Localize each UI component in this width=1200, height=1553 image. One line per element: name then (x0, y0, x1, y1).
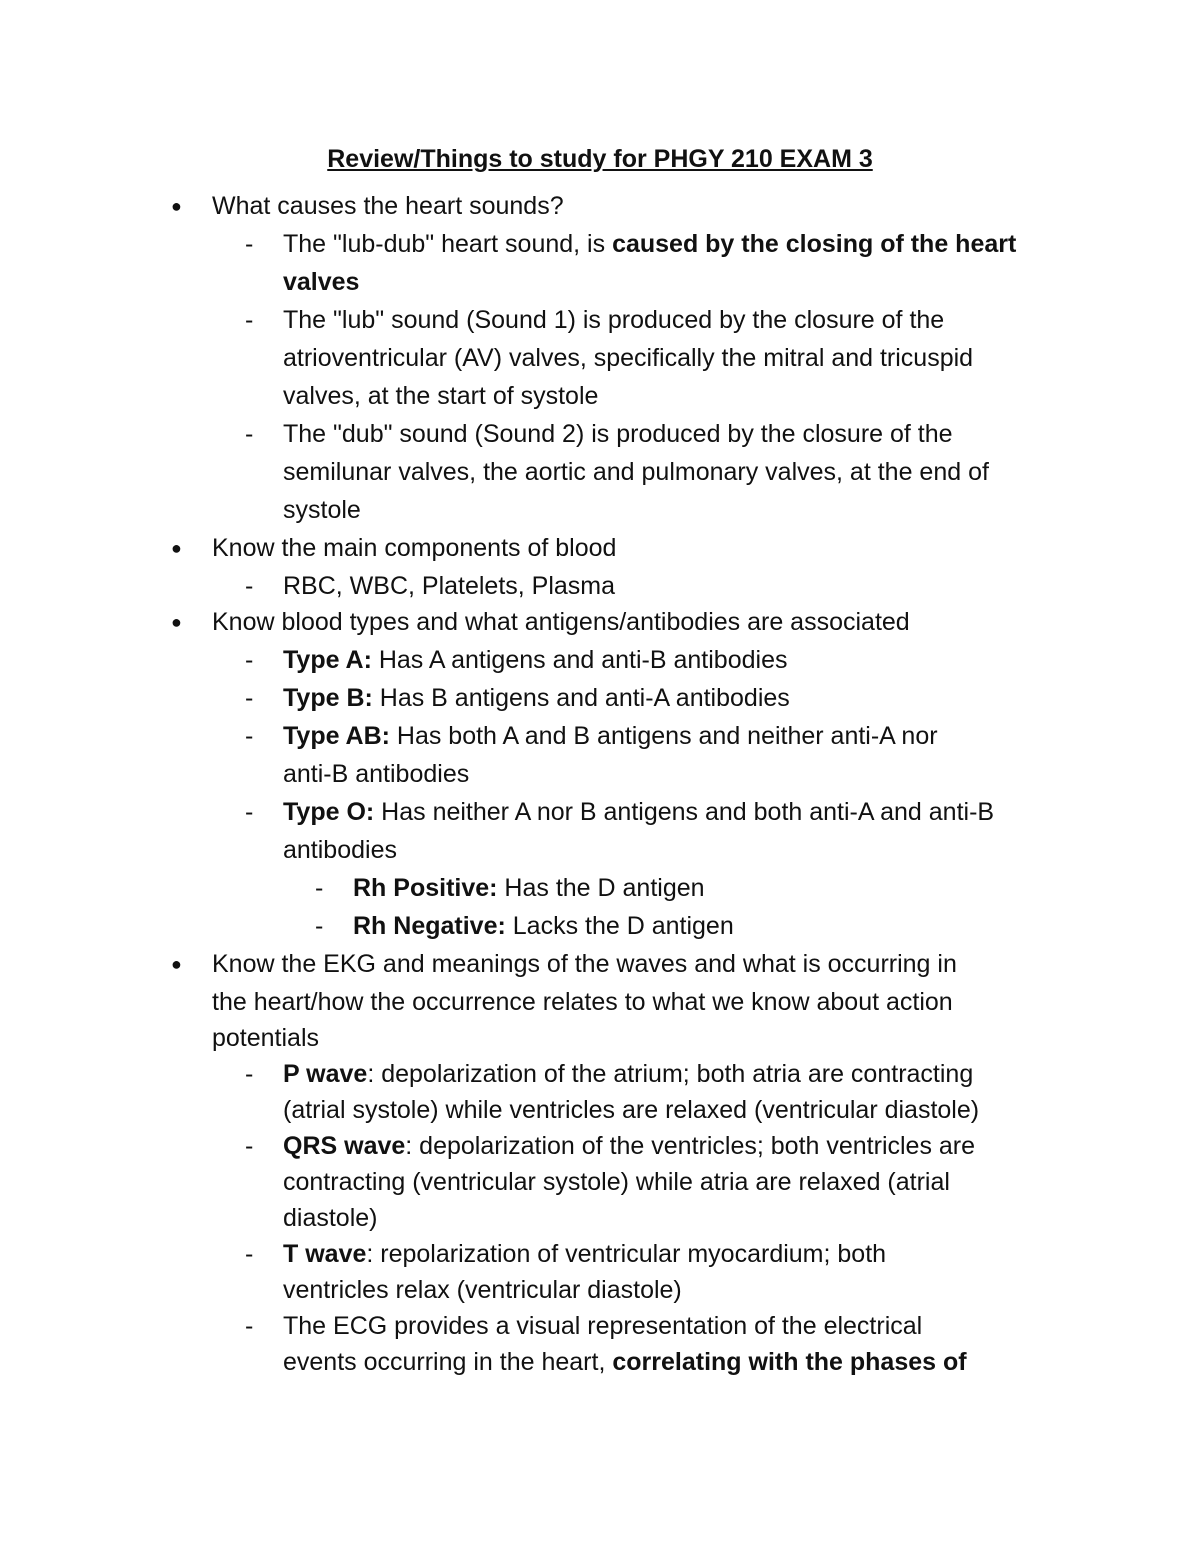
sub-item-bold-text: valves (283, 268, 360, 296)
sub-item-text: The "lub-dub" heart sound, is (283, 230, 613, 258)
sub-item-type-a (0, 641, 1200, 679)
sub-item-continuation: diastole) (283, 1204, 378, 1232)
sub-item-type-ab (0, 717, 1200, 755)
wave-label: T wave (283, 1240, 367, 1268)
dash-marker: - (245, 1132, 254, 1160)
dash-marker: - (245, 1240, 254, 1268)
dash-marker: - (245, 306, 254, 334)
rh-label: Rh Negative: (353, 912, 506, 940)
dash-marker: - (245, 230, 254, 258)
sub-item (0, 415, 1200, 453)
sub-item-text: The "lub" sound (Sound 1) is produced by the closure of the (283, 306, 945, 334)
dash-marker: - (245, 420, 254, 448)
dash-marker: - (245, 572, 254, 600)
sub-item-continuation: systole (283, 496, 361, 524)
sub-item-continuation: atrioventricular (AV) valves, specifically the mitral and tricuspid (283, 344, 974, 372)
bullet-heart-sounds (0, 187, 1200, 225)
sub-item-continuation: contracting (ventricular systole) while atria are relaxed (atrial (283, 1168, 950, 1196)
bullet-text: Know the EKG and meanings of the waves and what is occurring in (212, 950, 957, 978)
dash-marker: - (245, 1060, 254, 1088)
rh-text: Lacks the D antigen (505, 912, 734, 940)
bullet-marker: ● (171, 612, 182, 632)
bullet-ekg (0, 945, 1200, 983)
wave-text: : depolarization of the ventricles; both ventricles are (405, 1132, 976, 1160)
wave-label: QRS wave (283, 1132, 406, 1160)
sub-item (0, 301, 1200, 339)
rh-label: Rh Positive: (353, 874, 498, 902)
dash-marker: - (315, 874, 324, 902)
sub-item-continuation (0, 1343, 1200, 1379)
dash-marker: - (315, 912, 324, 940)
rh-text: Has the D antigen (497, 874, 705, 902)
study-list (0, 187, 1200, 1379)
sub-sub-item-rh-positive (0, 869, 1200, 907)
sub-sub-item-rh-negative (0, 907, 1200, 945)
sub-item-bold-text: correlating with the phases of (612, 1348, 967, 1376)
sub-item-ecg (0, 1307, 1200, 1343)
sub-item-text: The ECG provides a visual representation of the electrical (283, 1312, 923, 1340)
sub-item-t-wave (0, 1235, 1200, 1271)
bullet-marker: ● (171, 954, 182, 974)
dash-marker: - (245, 798, 254, 826)
dash-marker: - (245, 684, 254, 712)
sub-item (0, 567, 1200, 603)
sub-item-bold-text: caused by the closing of the heart (612, 230, 1017, 258)
bullet-marker: ● (171, 538, 182, 558)
type-text: Has A antigens and anti-B antibodies (371, 646, 788, 674)
bullet-text: Know the main components of blood (212, 534, 617, 562)
sub-item-text: events occurring in the heart, (283, 1348, 613, 1376)
type-text: Has B antigens and anti-A antibodies (372, 684, 790, 712)
type-label: Type AB: (283, 722, 390, 750)
sub-item-qrs-wave (0, 1127, 1200, 1163)
wave-text: : depolarization of the atrium; both atria are contracting (367, 1060, 974, 1088)
bullet-text: Know blood types and what antigens/antibodies are associated (212, 608, 910, 636)
document-title: Review/Things to study for PHGY 210 EXAM 3 (327, 145, 873, 173)
sub-item-continuation (0, 263, 1200, 301)
type-text: Has neither A nor B antigens and both anti-A and anti-B (374, 798, 995, 826)
bullet-blood-components (0, 529, 1200, 567)
type-text: Has both A and B antigens and neither anti-A nor (389, 722, 938, 750)
bullet-continuation: potentials (212, 1024, 320, 1052)
sub-item-p-wave (0, 1055, 1200, 1091)
sub-item-type-o (0, 793, 1200, 831)
type-label: Type O: (283, 798, 375, 826)
type-label: Type B: (283, 684, 373, 712)
sub-item-continuation: anti-B antibodies (283, 760, 470, 788)
dash-marker: - (245, 722, 254, 750)
wave-label: P wave (283, 1060, 368, 1088)
sub-item-continuation: antibodies (283, 836, 397, 864)
sub-item-text: RBC, WBC, Platelets, Plasma (283, 572, 616, 600)
sub-item-text: The "dub" sound (Sound 2) is produced by the closure of the (283, 420, 953, 448)
sub-item-continuation: valves, at the start of systole (283, 382, 599, 410)
bullet-marker: ● (171, 196, 182, 216)
bullet-continuation: the heart/how the occurrence relates to what we know about action (212, 988, 953, 1016)
sub-item-type-b (0, 679, 1200, 717)
dash-marker: - (245, 1312, 254, 1340)
bullet-text: What causes the heart sounds? (212, 192, 564, 220)
sub-item (0, 225, 1200, 263)
wave-text: : repolarization of ventricular myocardium; both (366, 1240, 887, 1268)
type-label: Type A: (283, 646, 372, 674)
dash-marker: - (245, 646, 254, 674)
sub-item-continuation: (atrial systole) while ventricles are relaxed (ventricular diastole) (283, 1096, 980, 1124)
sub-item-continuation: ventricles relax (ventricular diastole) (283, 1276, 682, 1304)
bullet-blood-types (0, 603, 1200, 641)
sub-item-continuation: semilunar valves, the aortic and pulmonary valves, at the end of (283, 458, 989, 486)
